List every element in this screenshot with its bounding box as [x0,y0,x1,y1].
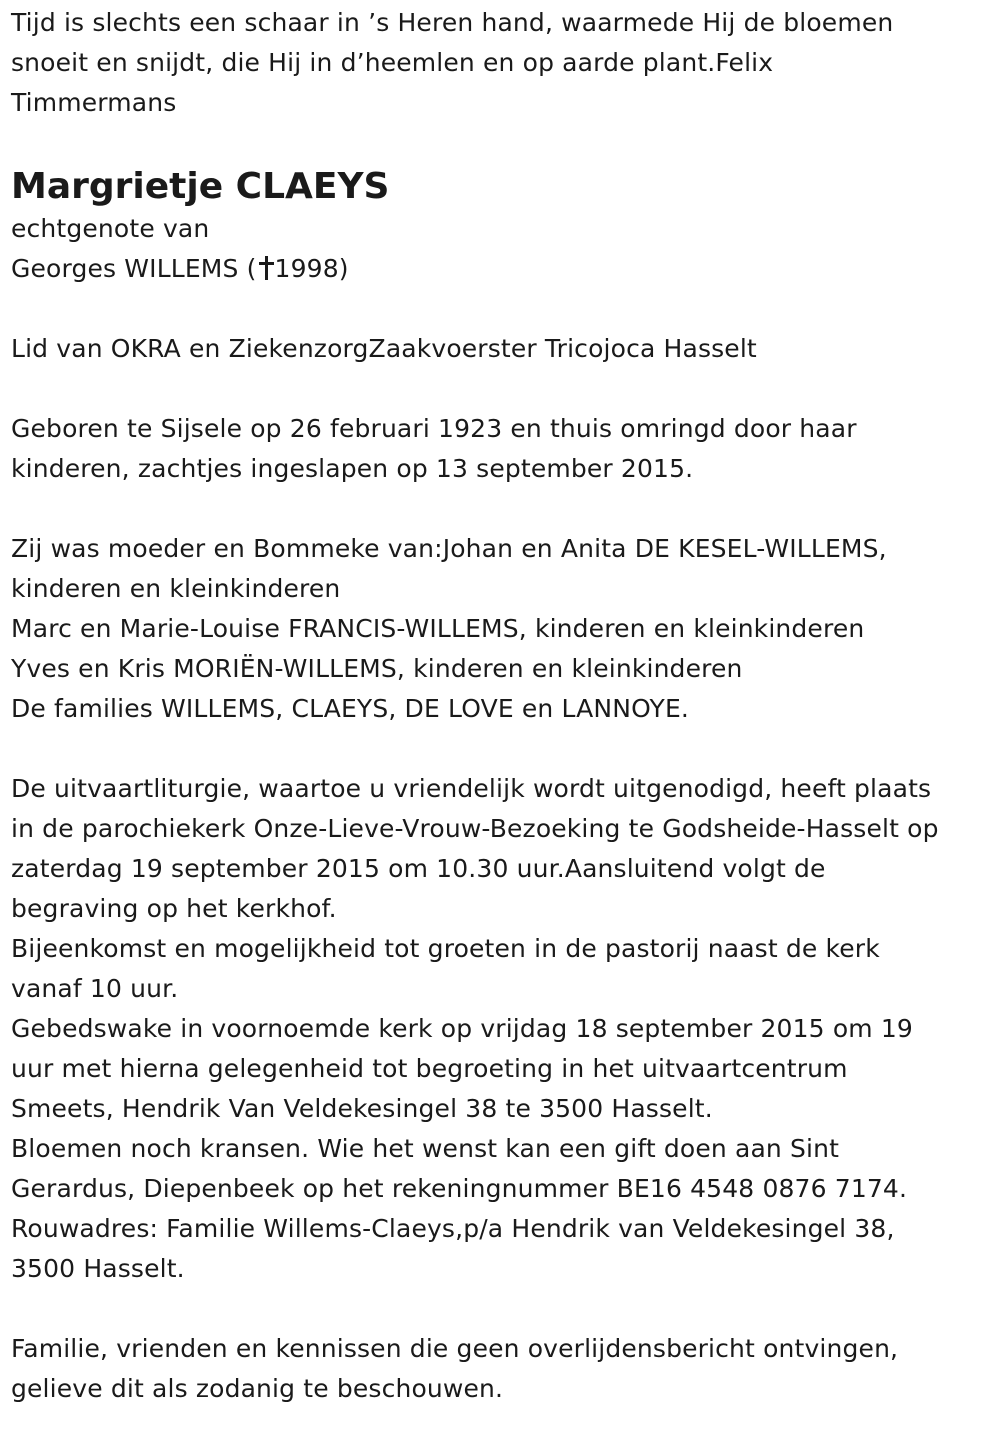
cross-icon [259,256,273,280]
funeral-line: Bloemen noch kransen. Wie het wenst kan een gift doen aan Sint [11,1134,840,1163]
funeral-line: uur met hierna gelegenheid tot begroeting in het uitvaartcentrum [11,1054,848,1083]
family-line: Yves en Kris MORIËN-WILLEMS, kinderen en kleinkinderen [11,654,743,683]
obituary-text [11,3,993,1409]
spouse-death-year: 1998) [274,254,349,283]
birth-death-block [11,409,993,489]
deceased-name: Margrietje CLAEYS [11,166,390,207]
funeral-line: begraving op het kerkhof. [11,894,337,923]
funeral-line: De uitvaartliturgie, waartoe u vriendelijk wordt uitgenodigd, heeft plaats [11,774,932,803]
family-block [11,529,993,729]
funeral-line: vanaf 10 uur. [11,974,179,1003]
birth-death-line: Geboren te Sijsele op 26 februari 1923 en thuis omringd door haar [11,414,857,443]
funeral-line: Gebedswake in voornoemde kerk op vrijdag 18 september 2015 om 19 [11,1014,913,1043]
birth-death-line: kinderen, zachtjes ingeslapen op 13 september 2015. [11,454,694,483]
quote-line: Tijd is slechts een schaar in ’s Heren hand, waarmede Hij de bloemen [11,8,894,37]
funeral-line: Gerardus, Diepenbeek op het rekeningnummer BE16 4548 0876 7174. [11,1174,908,1203]
funeral-line: Smeets, Hendrik Van Veldekesingel 38 te 3500 Hasselt. [11,1094,713,1123]
spouse-line [11,249,993,289]
quote-block [11,3,993,123]
family-line: Marc en Marie-Louise FRANCIS-WILLEMS, kinderen en kleinkinderen [11,614,865,643]
funeral-line: Rouwadres: Familie Willems-Claeys,p/a Hendrik van Veldekesingel 38, [11,1214,895,1243]
funeral-line: zaterdag 19 september 2015 om 10.30 uur.Aansluitend volgt de [11,854,826,883]
relation-label: echtgenote van [11,214,210,243]
closing-block [11,1329,993,1409]
quote-line: snoeit en snijdt, die Hij in d’heemlen en op aarde plant.Felix [11,48,774,77]
funeral-line: 3500 Hasselt. [11,1254,185,1283]
family-line: Zij was moeder en Bommeke van:Johan en Anita DE KESEL-WILLEMS, [11,534,887,563]
membership-line: Lid van OKRA en ZiekenzorgZaakvoerster Tricojoca Hasselt [11,334,757,363]
family-line: De families WILLEMS, CLAEYS, DE LOVE en LANNOYE. [11,694,690,723]
quote-line: Timmermans [11,88,177,117]
funeral-block [11,769,993,1289]
funeral-line: Bijeenkomst en mogelijkheid tot groeten in de pastorij naast de kerk [11,934,880,963]
spouse-name: Georges WILLEMS ( [11,254,257,283]
closing-line: Familie, vrienden en kennissen die geen overlijdensbericht ontvingen, [11,1334,899,1363]
funeral-line: in de parochiekerk Onze-Lieve-Vrouw-Bezoeking te Godsheide-Hasselt op [11,814,939,843]
family-line: kinderen en kleinkinderen [11,574,341,603]
closing-line: gelieve dit als zodanig te beschouwen. [11,1374,504,1403]
